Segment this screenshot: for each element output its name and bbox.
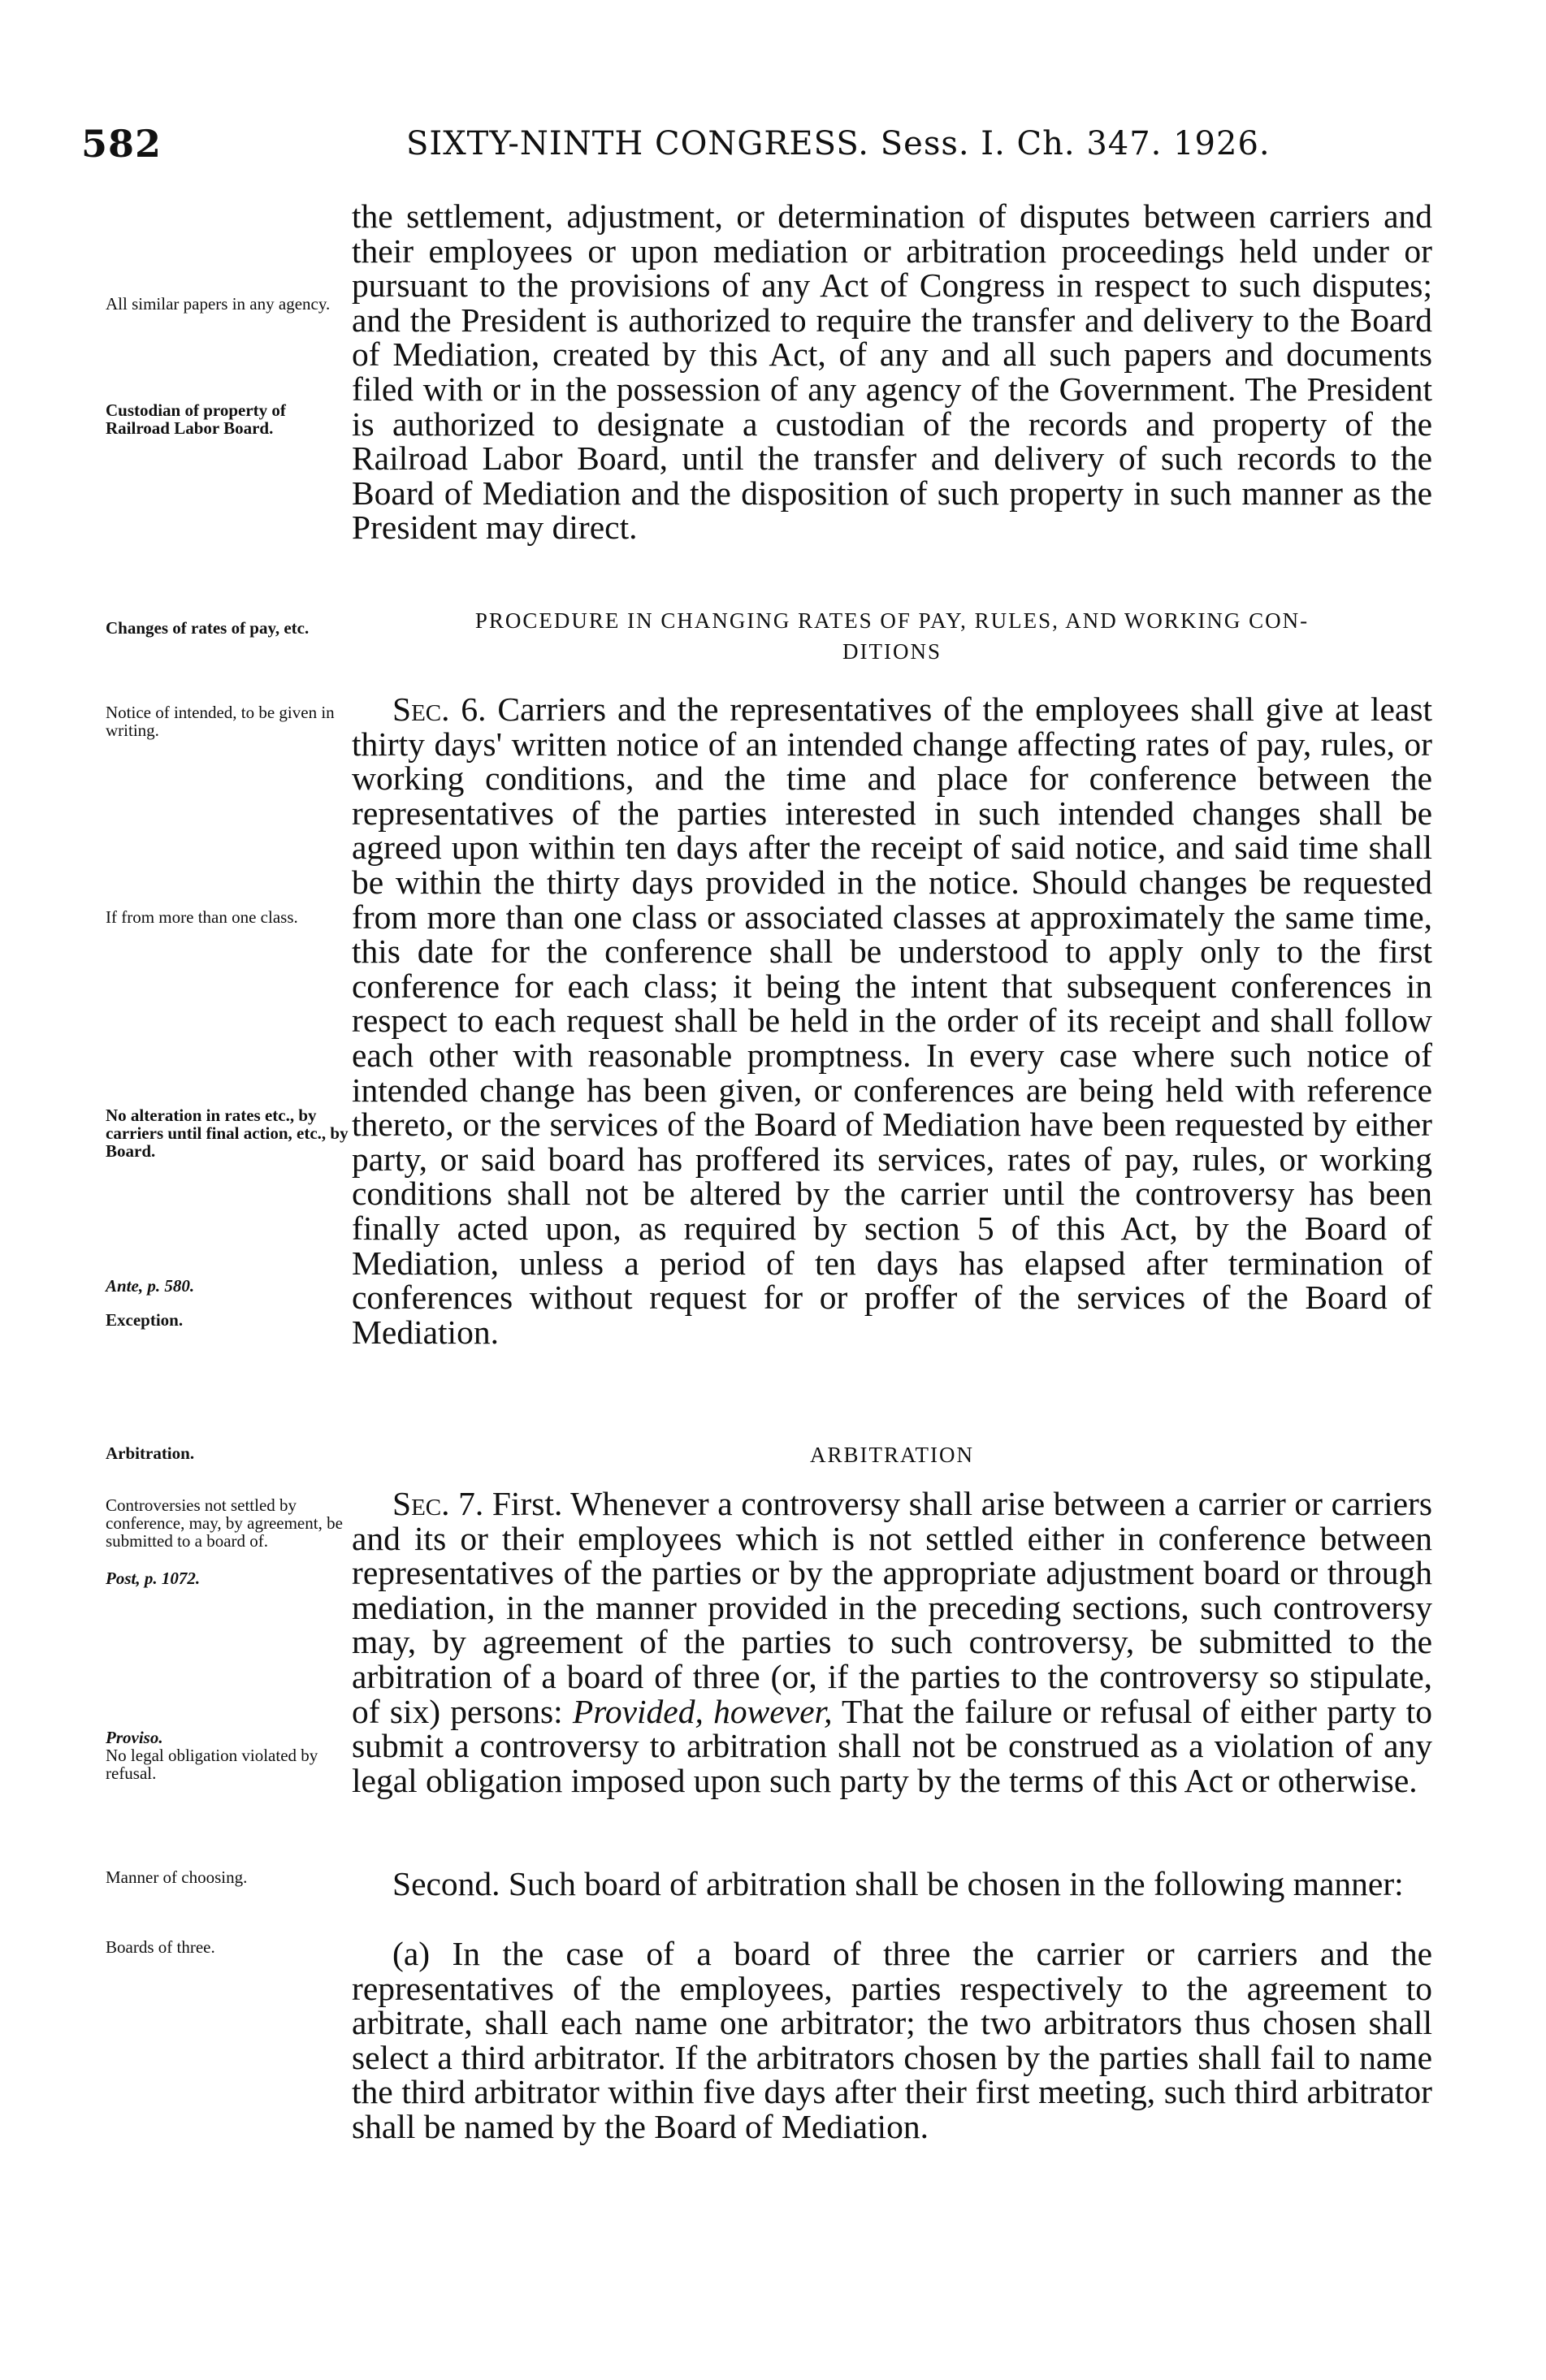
margin-note: Controversies not settled by conference, may, by agreement, be submitted to a board of. [106,1495,343,1551]
paragraph-custodian [352,199,1432,545]
paragraph-sec7 [352,1486,1432,1798]
margin-note: Proviso. [106,1728,163,1747]
margin-note: If from more than one class. [106,907,298,927]
page-header [81,122,1414,171]
proviso-text: Provided, however, [572,1692,833,1730]
margin-note: Custodian of property of Railroad Labor Board. [106,400,286,438]
margin-note: Exception. [106,1310,184,1330]
margin-note: Notice of intended, to be given in writing. [106,703,335,740]
paragraph-second [352,1867,1432,1902]
margin-note: All similar papers in any agency. [106,294,331,314]
paragraph-text [352,1486,1432,1798]
section-text: Carriers and the representatives of the employees shall give at least thirty days' written notice of an intended change affecting rates of pay, rules, or working conditions, and the time and place for conference between the representatives of the parties interested in such intended changes shall be agreed upon within ten days after the receipt of said notice, and said time shall be within the thirty days provided in the notice. Should changes be requested from more than one class or associated classes at approximately the same time, this date for the conference shall be understood to apply only to the first conference for each class; it being the intent that subsequent conferences in respect to each request shall be held in the order of its receipt and shall follow each other with reasonable promptness. In every case where such notice of intended change has been given, or conferences are being held with reference thereto, or the services of the Board of Mediation have been requested by either party, or said board has proffered its services, rates of pay, rules, or working conditions shall not be altered by the carrier until the controversy has been finally acted upon, as required by section 5 of this Act, by the Board of Mediation, unless a period of ten days has elapsed after termination of conferences without request for or proffer of the services of the Board of Mediation. [352,690,1432,1351]
margin-note: Arbitration. [106,1443,195,1463]
page-number: 582 [81,122,162,166]
margin-note: No legal obligation violated by refusal. [106,1746,318,1783]
margin-note: Ante, p. 580. [106,1276,195,1296]
paragraph-text: Second. Such board of arbitration shall be chosen in the following manner: [392,1865,1404,1902]
section-label: Sec. 7. [392,1485,484,1522]
section-text: That the failure or refusal of either party to submit a controversy to arbitration shall not be construed as a violation of any legal obligation imposed upon such party by the terms of this Act or otherwise. [352,1692,1433,1799]
paragraph-text [352,692,1432,1349]
section-heading-procedure [352,605,1432,667]
margin-note: Post, p. 1072. [106,1569,201,1588]
running-head: SIXTY-NINTH CONGRESS. Sess. I. Ch. 347. 1926. [406,125,1271,162]
paragraph-text: the settlement, adjustment, or determination of disputes between carriers and their employees or upon mediation or arbitration proceedings held under or pursuant to the provisions of any Act of Congress in respect to such disputes; and the President is authorized to require the transfer and delivery to the Board of Mediation, created by this Act, of any and all such papers and documents filed with or in the possession of any agency of the Government. The President is authorized to designate a custodian of the records and property of the Railroad Labor Board, until the transfer and delivery of such records to the Board of Mediation and the disposition of such property in such manner as the President may direct. [352,197,1432,547]
margin-note: Manner of choosing. [106,1867,248,1887]
paragraph-clause-a [352,1936,1432,2144]
heading-line: PROCEDURE IN CHANGING RATES OF PAY, RULES, AND WORKING CON- [474,608,1310,633]
paragraph-sec6 [352,692,1432,1349]
margin-note: Changes of rates of pay, etc. [106,618,310,638]
heading-line: DITIONS [842,639,942,664]
paragraph-text: (a) In the case of a board of three the carrier or carriers and the representatives of the employees, parties respectively to the agreement to arbitrate, shall each name one arbitrator; the two arbitrators thus chosen shall select a third arbitrator. If the arbitrators chosen by the parties shall fail to name the third arbitrator within five days after their first meeting, such third arbitrator shall be named by the Board of Mediation. [352,1935,1432,2145]
section-heading-arbitration [352,1439,1432,1470]
margin-note: Boards of three. [106,1937,215,1957]
heading-line: ARBITRATION [810,1443,974,1467]
margin-note: No alteration in rates etc., by carriers until final action, etc., by Board. [106,1106,349,1161]
section-text: First. Whenever a controversy shall arise between a carrier or carriers and its or their employees which is not settled either in conference between representatives of the parties or by the appropriate adjustment board or through mediation, in the manner provided in the preceding sections, such controversy may, by agreement of the parties to such controversy, be submitted to the arbitration of a board of three (or, if the parties to the controversy so stipulate, of six) persons: [352,1485,1433,1730]
section-label: Sec. 6. [392,690,487,728]
